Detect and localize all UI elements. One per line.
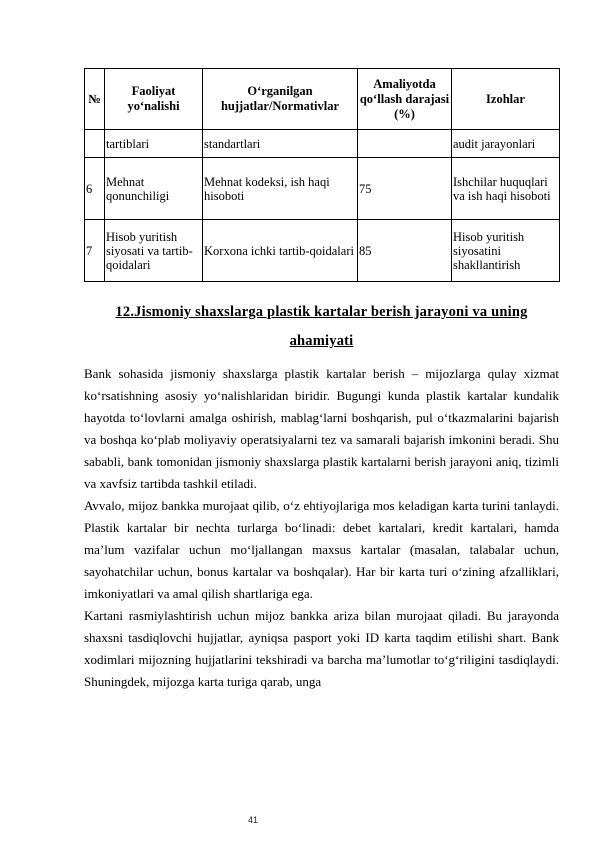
table-row [85,130,560,158]
page-number: 41 [248,815,259,825]
cell-notes: Ishchilar huquqlari va ish haqi hisoboti [452,158,560,220]
practice-table [84,68,560,282]
cell-level: 85 [358,220,452,282]
cell-activity: Mehnat qonunchiligi [105,158,203,220]
table-header-row [85,69,560,130]
cell-level: 75 [358,158,452,220]
table-row [85,220,560,282]
header-activity: Faoliyat yo‘nalishi [105,69,203,130]
table-row [85,158,560,220]
header-notes: Izohlar [452,69,560,130]
cell-level [358,130,452,158]
paragraph: Avvalo, mijoz bankka murojaat qilib, o‘z ehtiyojlariga mos keladigan karta turini tanlaydi. Plastik kartalar bir nechta turlarga bo‘linadi: debet kartalari, kredit kartalari, hamda ma’lum vazifalar uchun mo‘ljallangan maxsus kartalar (masalan, talabalar uchun, sayohatchilar uchun, bonus kartalar va boshqalar). Har bir karta turi o‘zining afzalliklari, imkoniyatlari va amal qilish shartlariga ega. [84,498,559,601]
paragraph: Kartani rasmiylashtirish uchun mijoz bankka ariza bilan murojaat qiladi. Bu jarayonda shaxsni tasdiqlovchi hujjatlar, ayniqsa pasport yoki ID karta taqdim etilishi shart. Bank xodimlari mijozning hujjatlarini tekshiradi va barcha ma’lumotlar to‘g‘riligini tasdiqlaydi. Shuningdek, mijozga karta turiga qarab, unga [84,608,559,689]
section-body [84,363,559,693]
section-heading-line1: 12.Jismoniy shaxslarga plastik kartalar berish jarayoni va uning [115,304,528,320]
cell-notes: Hisob yuritish siyosatini shakllantirish [452,220,560,282]
cell-activity: Hisob yuritish siyosati va tartib-qoidalari [105,220,203,282]
header-documents: O‘rganilgan hujjatlar/Normativlar [203,69,358,130]
cell-documents: Korxona ichki tartib-qoidalari [203,220,358,282]
cell-number: 7 [85,220,105,282]
cell-activity: tartiblari [105,130,203,158]
cell-number [85,130,105,158]
cell-documents: standartlari [203,130,358,158]
cell-notes: audit jarayonlari [452,130,560,158]
paragraph: Bank sohasida jismoniy shaxslarga plastik kartalar berish – mijozlarga qulay xizmat ko‘rsatishning asosiy yo‘nalishlaridan biridir. Bugungi kunda plastik kartalar kundalik hayotda to‘lovlarni amalga oshirish, mablag‘larni boshqarish, pul o‘tkazmalarini bajarish va boshqa ko‘plab moliyaviy operatsiyalarni tez va samarali bajarish imkonini beradi. Shu sababli, bank tomonidan jismoniy shaxslarga plastik kartalarni berish jarayoni aniq, tizimli va xavfsiz tartibda tashkil etiladi. [84,366,559,491]
cell-documents: Mehnat kodeksi, ish haqi hisoboti [203,158,358,220]
header-number: № [85,69,105,130]
header-application-level: Amaliyotda qo‘llash darajasi (%) [358,69,452,130]
section-heading-line2: ahamiyati [289,333,354,349]
cell-number: 6 [85,158,105,220]
